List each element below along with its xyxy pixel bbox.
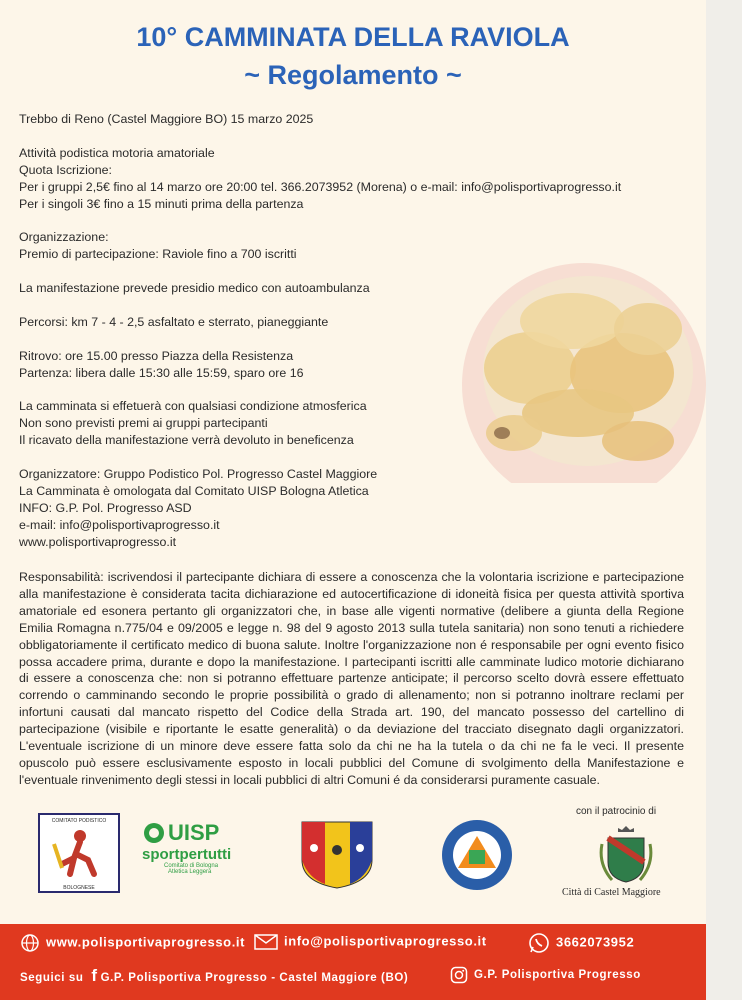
info-line: Il ricavato della manifestazione verrà devoluto in beneficenza bbox=[19, 433, 354, 448]
info-line: La camminata si effetuerà con qualsiasi condizione atmosferica bbox=[19, 399, 367, 414]
phone-text: 3662073952 bbox=[556, 934, 635, 950]
comitato-podistico-logo: COMITATO PODISTICO BOLOGNESE bbox=[38, 813, 120, 893]
footer-facebook[interactable] bbox=[20, 966, 408, 986]
spacer bbox=[19, 331, 519, 348]
facebook-icon: f bbox=[91, 966, 98, 985]
whatsapp-icon bbox=[528, 932, 550, 954]
responsibility-paragraph: Responsabilità: iscrivendosi il partecipante dichiara di essere a conoscenza che la volontaria iscrizione e partecipazione alla manifestazione è considerata tacita dichiarazione ed autocertificazione di idoneità fisica per questa attività sportiva amatoriale ed esonera pertanto gli organizzatori che, in base alle vigenti normative (delibere a giunta della Regione Emilia Romagna n.775/04 e 09/2005 e legge n. 98 del 9 agosto 2013 sulla tutela sanitaria) non sono tenuti a richiedere obbligatoriamente il certificato medico di buona salute. Inoltre l'organizzazione non é responsabile per ogni evento fisico possa accadere prima, durante e dopo la manifestazione. I partecipanti iscritti alle camminate ludico motorie dichiarano di essere a conoscenza che: non si potranno effettuare partenze anticipate; il percorso scelto dovrà essere effettuato correndo o camminando secondo le proprie possibilità o grado di allenamento; non si potranno inoltrare reclami per infortuni causati dal mancato rispetto del Codice della Strada art. 190, del mancato possesso del cartellino di partecipazione (visibile e riportante le esatte generalità) o da deviazione del tracciato disegnato dagli organizzatori. L'eventuale iscrizione di un minore deve essere fatta solo da chi ne ha la tutela o da chi ne fa le veci. Il presente opuscolo può essere esclusivamente esposto in locali pubblici del Comune di svolgimento della Manifestazione e l'eventuale rinvenimento degli stessi in locali pubblici di altri Comuni é da considerarsi puramente casuale. bbox=[19, 570, 684, 787]
event-title: 10° CAMMINATA DELLA RAVIOLA bbox=[136, 22, 570, 52]
info-line: Ritrovo: ore 15.00 presso Piazza della Resistenza bbox=[19, 348, 294, 363]
info-line: Trebbo di Reno (Castel Maggiore BO) 15 marzo 2025 bbox=[19, 112, 314, 126]
info-line: Organizzatore: Gruppo Podistico Pol. Progresso Castel Maggiore bbox=[19, 466, 378, 481]
info-line: La Camminata è omologata dal Comitato UISP Bologna Atletica bbox=[19, 483, 369, 498]
instagram-text: G.P. Polisportiva Progresso bbox=[474, 969, 641, 982]
info-line: Attività podistica motoria amatoriale bbox=[19, 145, 215, 160]
info-line: Percorsi: km 7 - 4 - 2,5 asfaltato e sterrato, pianeggiante bbox=[19, 314, 329, 329]
uisp-emblem-icon bbox=[142, 821, 166, 845]
info-line: La manifestazione prevede presidio medico con autoambulanza bbox=[19, 281, 370, 296]
info-line: INFO: G.P. Pol. Progresso ASD bbox=[19, 500, 192, 515]
email-text: info@polisportivaprogresso.it bbox=[284, 933, 487, 949]
info-line: Quota Iscrizione: bbox=[19, 162, 112, 177]
runner-icon bbox=[40, 824, 118, 880]
event-subtitle: ~ Regolamento ~ bbox=[244, 60, 462, 90]
coat-of-arms-logo bbox=[300, 820, 374, 895]
uisp-logo: UISP sportpertutti Comitato di Bologna Atletica Leggera bbox=[142, 820, 232, 875]
facebook-text: G.P. Polisportiva Progresso - Castel Maggiore (BO) bbox=[100, 972, 409, 984]
info-lines bbox=[19, 111, 622, 550]
footer-phone[interactable] bbox=[528, 932, 634, 954]
footer-instagram[interactable] bbox=[450, 966, 641, 984]
patrocinio-label: con il patrocinio di bbox=[576, 806, 657, 817]
globe-icon bbox=[20, 933, 40, 953]
castel-maggiore-crest bbox=[596, 824, 656, 891]
citta-label: Città di Castel Maggiore bbox=[562, 887, 661, 898]
info-line: e-mail: info@polisportivaprogresso.it bbox=[19, 517, 220, 532]
footer-email[interactable] bbox=[254, 933, 487, 951]
info-line: Non sono previsti premi ai gruppi partecipanti bbox=[19, 416, 268, 431]
info-line: Per i singoli 3€ fino a 15 minuti prima della partenza bbox=[19, 196, 304, 211]
spacer bbox=[19, 263, 519, 280]
info-line: Partenza: libera dalle 15:30 alle 15:59, sparo ore 16 bbox=[19, 365, 304, 380]
right-margin bbox=[706, 0, 742, 1000]
spacer bbox=[19, 449, 519, 466]
website-text: www.polisportivaprogresso.it bbox=[46, 934, 246, 950]
footer-website[interactable] bbox=[20, 933, 245, 953]
spacer bbox=[19, 212, 519, 229]
info-line: www.polisportivaprogresso.it bbox=[19, 534, 177, 549]
info-line: Premio di partecipazione: Raviole fino a 700 iscritti bbox=[19, 247, 297, 262]
logos-row bbox=[0, 800, 706, 910]
footer-bar bbox=[0, 924, 706, 1000]
protezione-civile-logo bbox=[440, 818, 514, 897]
instagram-icon bbox=[450, 966, 468, 984]
follow-label: Seguici su bbox=[20, 972, 84, 984]
spacer bbox=[19, 128, 519, 145]
spacer bbox=[19, 381, 519, 398]
info-line: Organizzazione: bbox=[19, 230, 109, 245]
info-line: Per i gruppi 2,5€ fino al 14 marzo ore 20:00 tel. 366.2073952 (Morena) o e-mail: info@polisportivaprogresso.it bbox=[19, 179, 622, 194]
mail-icon bbox=[254, 933, 278, 951]
spacer bbox=[19, 297, 519, 314]
